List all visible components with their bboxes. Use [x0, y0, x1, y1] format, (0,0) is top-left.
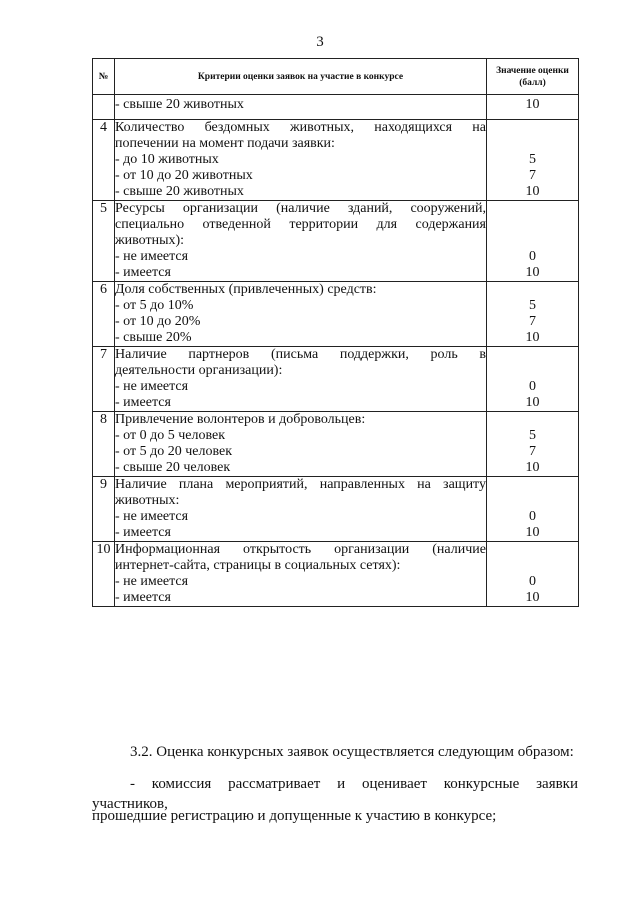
- table-row: [93, 542, 579, 607]
- option-score: 0: [529, 379, 536, 394]
- row-score: [487, 477, 579, 542]
- row-number: 4: [93, 120, 115, 201]
- option-score: 10: [525, 525, 540, 540]
- criterion-title-line: Наличие партнеров (письма поддержки, роль в: [115, 347, 486, 362]
- row-score: [487, 412, 579, 477]
- table-row: [93, 282, 579, 347]
- option-score: 10: [525, 395, 540, 410]
- score-spacer: [487, 347, 578, 379]
- row-score: [487, 201, 579, 282]
- row-criteria: [115, 477, 487, 542]
- page-number: 3: [316, 34, 324, 50]
- option-label: - не имеется: [115, 509, 189, 524]
- option-score: 0: [529, 509, 536, 524]
- option-label: - от 5 до 10%: [115, 298, 194, 313]
- option-label: - имеется: [115, 395, 171, 410]
- table-row: [93, 347, 579, 412]
- row-number: 9: [93, 477, 115, 542]
- option-score: 10: [525, 265, 540, 280]
- criterion-title-line: Информационная открытость организации (наличие: [115, 542, 486, 557]
- option-label: - от 10 до 20%: [115, 314, 201, 329]
- option-label: - свыше 20 животных: [115, 184, 244, 199]
- criteria-table: [92, 58, 579, 607]
- header-num: №: [93, 59, 115, 95]
- table-row: [93, 120, 579, 201]
- row-number: 5: [93, 201, 115, 282]
- option-score: 5: [529, 152, 536, 167]
- header-criteria: Критерии оценки заявок на участие в конкурсе: [115, 59, 487, 95]
- criterion-title-line: животных):: [115, 233, 185, 248]
- paragraph-3-2: 3.2. Оценка конкурсных заявок осуществляется следующим образом:: [130, 744, 574, 760]
- row-criteria: [115, 412, 487, 477]
- option-label: - не имеется: [115, 574, 189, 589]
- row-score: [487, 542, 579, 607]
- criterion-title-line: деятельности организации):: [115, 363, 283, 378]
- table-row: [93, 477, 579, 542]
- row-criteria: [115, 201, 487, 282]
- paragraph-commission-line-1: - комиссия рассматривает и оценивает конкурсные заявки участников,: [92, 776, 578, 812]
- option-label: - имеется: [115, 590, 171, 605]
- option-label: - свыше 20 человек: [115, 460, 231, 475]
- criterion-title-line: животных:: [115, 493, 180, 508]
- option-label: - имеется: [115, 265, 171, 280]
- header-score: Значение оценки (балл): [487, 59, 579, 95]
- score-spacer: [487, 120, 578, 152]
- score-spacer: [487, 412, 578, 428]
- option-score: 10: [525, 97, 540, 112]
- option-score: 10: [525, 460, 540, 475]
- row-criteria: [115, 120, 487, 201]
- option-label: - не имеется: [115, 379, 189, 394]
- option-score: 7: [529, 168, 536, 183]
- row-criteria: [115, 542, 487, 607]
- option-label: - имеется: [115, 525, 171, 540]
- table-row: [93, 412, 579, 477]
- table-row-continuation: [93, 95, 579, 120]
- row-number: 6: [93, 282, 115, 347]
- row-score: [487, 120, 579, 201]
- criterion-title-line: интернет-сайта, страницы в социальных сетях):: [115, 558, 401, 573]
- table-row: [93, 201, 579, 282]
- option-score: 0: [529, 249, 536, 264]
- score-spacer: [487, 201, 578, 249]
- option-score: 10: [525, 184, 540, 199]
- option-label: - не имеется: [115, 249, 189, 264]
- row-number: 10: [93, 542, 115, 607]
- row-criteria: [115, 95, 487, 120]
- option-label: - до 10 животных: [115, 152, 219, 167]
- table-header-row: [93, 59, 579, 95]
- option-label: - свыше 20 животных: [115, 97, 244, 112]
- criterion-title-line: Привлечение волонтеров и добровольцев:: [115, 412, 366, 427]
- score-spacer: [487, 542, 578, 574]
- option-score: 10: [525, 330, 540, 345]
- option-score: 5: [529, 298, 536, 313]
- option-score: 7: [529, 314, 536, 329]
- row-number: 8: [93, 412, 115, 477]
- row-score: [487, 282, 579, 347]
- option-score: 5: [529, 428, 536, 443]
- option-label: - свыше 20%: [115, 330, 192, 345]
- option-score: 7: [529, 444, 536, 459]
- criterion-title-line: попечении на момент подачи заявки:: [115, 136, 335, 151]
- row-number: [93, 95, 115, 120]
- option-score: 0: [529, 574, 536, 589]
- criterion-title-line: Ресурсы организации (наличие зданий, сооружений,: [115, 201, 486, 216]
- criterion-title-line: специально отведенной территории для содержания: [115, 217, 486, 232]
- score-spacer: [487, 282, 578, 298]
- criterion-title-line: Доля собственных (привлеченных) средств:: [115, 282, 377, 297]
- option-label: - от 5 до 20 человек: [115, 444, 233, 459]
- paragraph-commission-line-2: прошедшие регистрацию и допущенные к участию в конкурсе;: [92, 808, 497, 824]
- row-number: 7: [93, 347, 115, 412]
- option-label: - от 0 до 5 человек: [115, 428, 226, 443]
- criterion-title-line: Наличие плана мероприятий, направленных на защиту: [115, 477, 486, 492]
- row-score: [487, 95, 579, 120]
- row-score: [487, 347, 579, 412]
- score-spacer: [487, 477, 578, 509]
- row-criteria: [115, 282, 487, 347]
- option-label: - от 10 до 20 животных: [115, 168, 253, 183]
- option-score: 10: [525, 590, 540, 605]
- row-criteria: [115, 347, 487, 412]
- criterion-title-line: Количество бездомных животных, находящихся на: [115, 120, 486, 135]
